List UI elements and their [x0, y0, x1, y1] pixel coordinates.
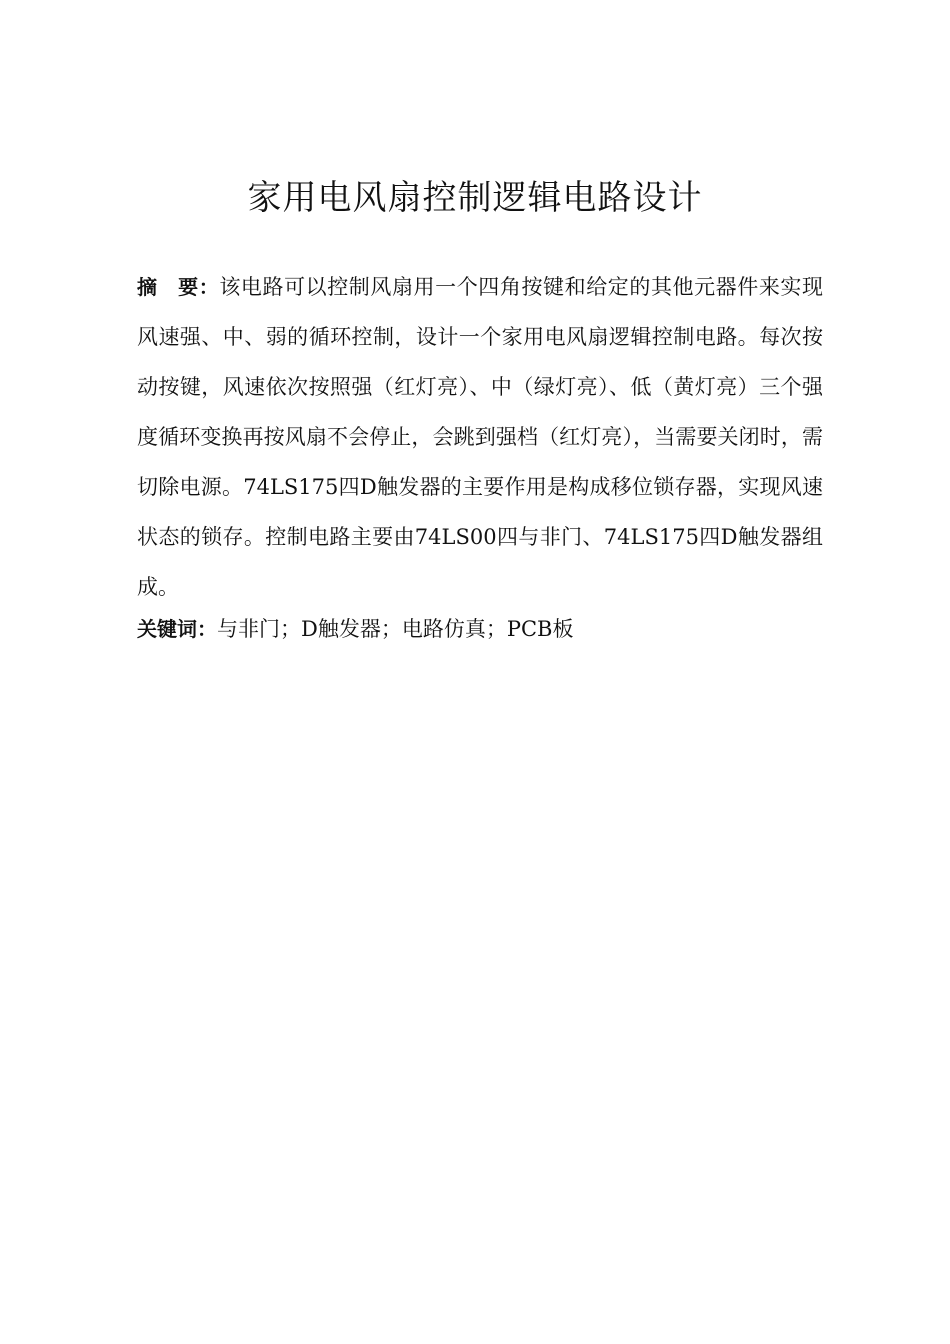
abstract-paragraph	[137, 262, 823, 612]
abstract-label: 摘 要：	[137, 275, 220, 299]
keywords-label: 关键词：	[137, 617, 217, 641]
keywords-paragraph	[137, 604, 823, 654]
abstract-text: 该电路可以控制风扇用一个四角按键和给定的其他元器件来实现风速强、中、弱的循环控制，设计一个家用电风扇逻辑控制电路。每次按动按键，风速依次按照强（红灯亮）、中（绿灯亮）、低（黄灯亮）三个强度循环变换再按风扇不会停止，会跳到强档（红灯亮），当需要关闭时，需切除电源。74LS175四D触发器的主要作用是构成移位锁存器，实现风速状态的锁存。控制电路主要由74LS00四与非门、74LS175四D触发器组成。	[137, 275, 824, 599]
document-title: 家用电风扇控制逻辑电路设计	[247, 178, 703, 218]
keywords-text: 与非门；D触发器；电路仿真；PCB板	[217, 617, 574, 641]
